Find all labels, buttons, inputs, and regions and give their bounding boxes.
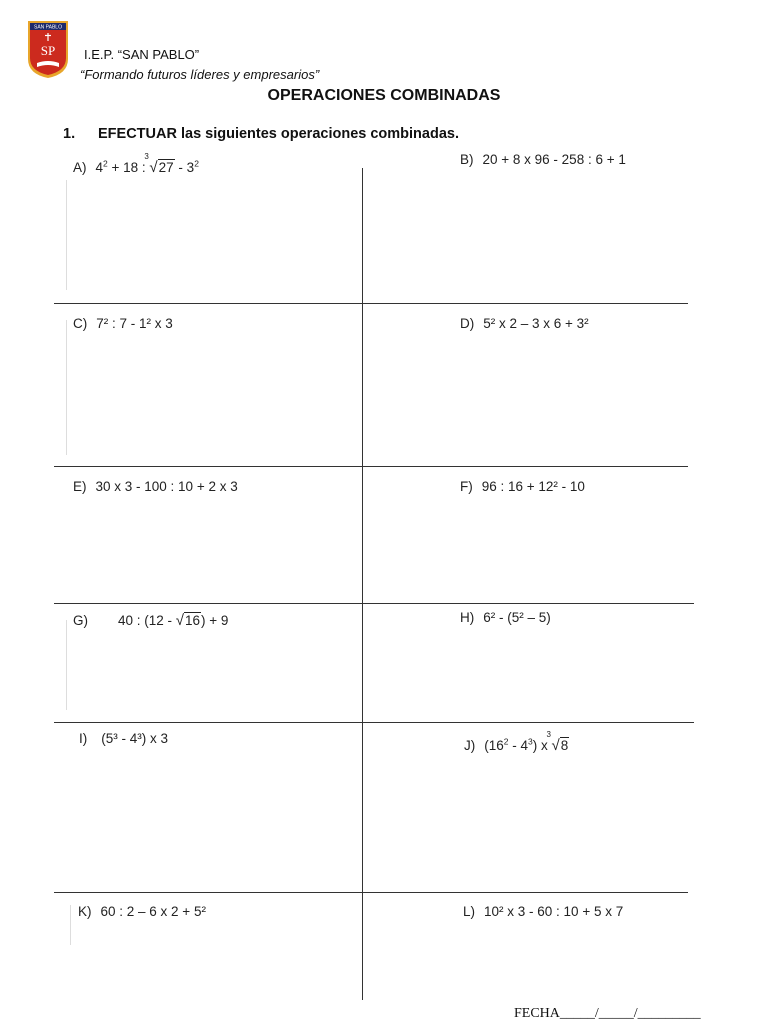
exponent: 2 [194, 158, 199, 169]
question-instruction: EFECTUAR las siguientes operaciones combinadas. [98, 126, 459, 142]
exercise-text: ) + 9 [201, 613, 229, 628]
grid-left-margin [66, 320, 67, 455]
exercise-g [73, 612, 228, 629]
exercise-l [463, 904, 623, 919]
grid-row-divider [54, 892, 688, 893]
exercise-label: K) [78, 904, 92, 919]
root-index: 3 [144, 152, 149, 161]
exercise-text: 7² : 7 - 1² x 3 [96, 316, 173, 331]
exercise-text: (5³ - 4³) x 3 [101, 731, 169, 746]
date-field: FECHA_____/_____/_________ [514, 1006, 701, 1021]
exponent: 2 [503, 736, 509, 747]
exercise-label: D) [460, 316, 475, 331]
exercise-label: J) [464, 738, 476, 753]
exercise-a [73, 152, 199, 176]
school-name: I.E.P. “SAN PABLO” [84, 47, 200, 62]
exercise-c [73, 316, 173, 331]
school-logo [27, 19, 69, 79]
exercise-text: 60 : 2 – 6 x 2 + 5² [100, 904, 206, 919]
exercise-text: (16 [484, 738, 504, 753]
logo-text: SAN PABLO [34, 24, 62, 31]
radicand: 16 [185, 613, 201, 628]
exercise-text: ) x [532, 738, 552, 753]
exercise-text: 20 + 8 x 96 - 258 : 6 + 1 [482, 152, 626, 167]
grid-row-divider [54, 466, 688, 467]
question-number: 1. [63, 126, 76, 142]
grid-center-divider [362, 168, 363, 1000]
exercise-text: + 18 : [107, 160, 150, 175]
exercise-text: 40 : (12 - [118, 613, 176, 628]
exercise-i [79, 731, 168, 746]
cube-root: 3 √8 [546, 730, 569, 754]
exercise-label: G) [73, 613, 88, 628]
exercise-f [460, 479, 585, 494]
cube-root: 3 √27 [144, 152, 174, 176]
exercise-label: L) [463, 904, 476, 919]
exercise-text: 6² - (5² – 5) [483, 610, 551, 625]
exercise-b [460, 152, 626, 167]
exercise-label: F) [460, 479, 473, 494]
logo-monogram: SP [40, 43, 56, 58]
grid-left-margin [66, 620, 67, 710]
grid-row-divider [54, 603, 694, 604]
exercise-label: A) [73, 160, 87, 175]
exercise-text: - 4 [508, 738, 529, 753]
exercise-e [73, 479, 238, 494]
exercise-j [464, 730, 569, 754]
exercise-text: 96 : 16 + 12² - 10 [481, 479, 585, 494]
page-title: OPERACIONES COMBINADAS [267, 87, 501, 104]
square-root: √16 [175, 612, 201, 629]
exercise-text: 10² x 3 - 60 : 10 + 5 x 7 [484, 904, 624, 919]
exercise-label: C) [73, 316, 88, 331]
exercise-d [460, 316, 589, 331]
exercise-k [78, 904, 206, 919]
radicand: 27 [158, 160, 174, 175]
exercise-label: B) [460, 152, 474, 167]
exercise-text: 4 [95, 160, 104, 175]
grid-left-margin [70, 905, 71, 945]
exponent: 2 [103, 158, 108, 169]
exercise-label: H) [460, 610, 475, 625]
exercise-text: 5² x 2 – 3 x 6 + 3² [483, 316, 589, 331]
exercise-h [460, 610, 551, 625]
exponent: 3 [528, 736, 533, 747]
radicand: 8 [560, 738, 569, 753]
school-motto: “Formando futuros líderes y empresarios” [80, 67, 320, 82]
exercise-text: 30 x 3 - 100 : 10 + 2 x 3 [95, 479, 238, 494]
exercise-label: E) [73, 479, 87, 494]
grid-row-divider [54, 722, 694, 723]
root-index: 3 [546, 730, 551, 739]
grid-row-divider [54, 303, 688, 304]
grid-left-margin [66, 180, 67, 290]
exercise-label: I) [79, 731, 88, 746]
exercise-text: - 3 [174, 160, 195, 175]
